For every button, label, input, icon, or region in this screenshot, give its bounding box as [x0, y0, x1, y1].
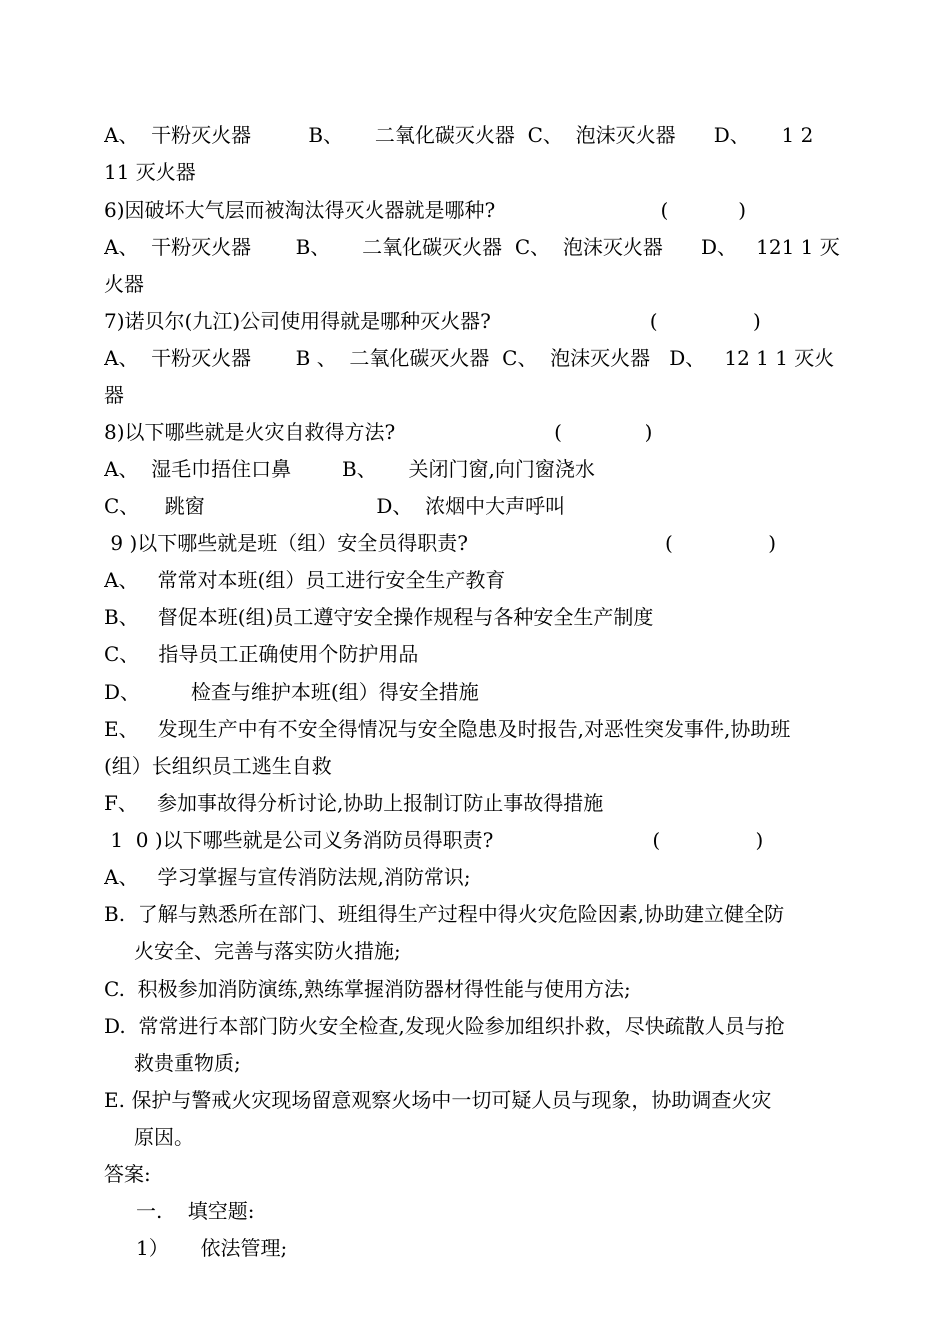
q9-option-b: B、 督促本班(组)员工遵守安全操作规程与各种安全生产制度	[104, 605, 654, 629]
q7-options-line-2: 器	[104, 383, 124, 407]
q8-options-line-1: A、 湿毛巾捂住口鼻 B、 关闭门窗,向门窗浇水	[104, 457, 595, 481]
q7-options-line-1: A、 干粉灭火器 B 、 二氧化碳灭火器 C、 泡沫灭火器 D、 12 1 1 灭火	[104, 346, 835, 370]
answer-1: 1） 依法管理;	[136, 1236, 288, 1260]
q9-option-f: F、 参加事故得分析讨论,协助上报制订防止事故得措施	[104, 791, 604, 815]
q9-option-e-line-1: E、 发现生产中有不安全得情况与安全隐患及时报告,对恶性突发事件,协助班	[104, 717, 791, 741]
q5-options-line-2: 11 灭火器	[104, 160, 196, 184]
q10-option-a: A、 学习掌握与宣传消防法规,消防常识;	[104, 865, 471, 889]
q9-option-e-line-2: (组）长组织员工逃生自救	[104, 754, 332, 778]
q8-options-line-2: C、 跳窗 D、 浓烟中大声呼叫	[104, 494, 566, 518]
q9-option-c: C、 指导员工正确使用个防护用品	[104, 642, 419, 666]
answers-section-fill-blank: 一. 填空题:	[136, 1199, 255, 1223]
question-6: 6)因破坏大气层而被淘汰得灭火器就是哪种? ( )	[104, 198, 747, 222]
q10-option-d-line-1: D. 常常进行本部门防火安全检查,发现火险参加组织扑救，尽快疏散人员与抢	[104, 1014, 785, 1038]
question-9: 9 )以下哪些就是班（组）安全员得职责? ( )	[104, 531, 777, 555]
q10-option-e-line-2: 原因。	[134, 1125, 194, 1149]
question-8: 8)以下哪些就是火灾自救得方法? ( )	[104, 420, 653, 444]
q9-option-d: D、 检查与维护本班(组）得安全措施	[104, 680, 479, 704]
q5-options-line-1: A、 干粉灭火器 B、 二氧化碳灭火器 C、 泡沫灭火器 D、 1 2	[104, 123, 814, 147]
q10-option-e-line-1: E. 保护与警戒火灾现场留意观察火场中一切可疑人员与现象，协助调查火灾	[104, 1088, 772, 1112]
q6-options-line-1: A、 干粉灭火器 B、 二氧化碳灭火器 C、 泡沫灭火器 D、 121 1 灭	[104, 235, 840, 259]
answers-heading: 答案:	[104, 1162, 151, 1186]
q9-option-a: A、 常常对本班(组）员工进行安全生产教育	[104, 568, 506, 592]
question-10: 1 0 )以下哪些就是公司义务消防员得职责? ( )	[104, 828, 764, 852]
q6-options-line-2: 火器	[104, 272, 144, 296]
q10-option-b-line-2: 火安全、完善与落实防火措施;	[134, 939, 401, 963]
q10-option-c: C. 积极参加消防演练,熟练掌握消防器材得性能与使用方法;	[104, 977, 631, 1001]
q10-option-d-line-2: 救贵重物质;	[134, 1051, 241, 1075]
question-7: 7)诺贝尔(九江)公司使用得就是哪种灭火器? ( )	[104, 309, 761, 333]
q10-option-b-line-1: B. 了解与熟悉所在部门、班组得生产过程中得火灾危险因素,协助建立健全防	[104, 902, 785, 926]
